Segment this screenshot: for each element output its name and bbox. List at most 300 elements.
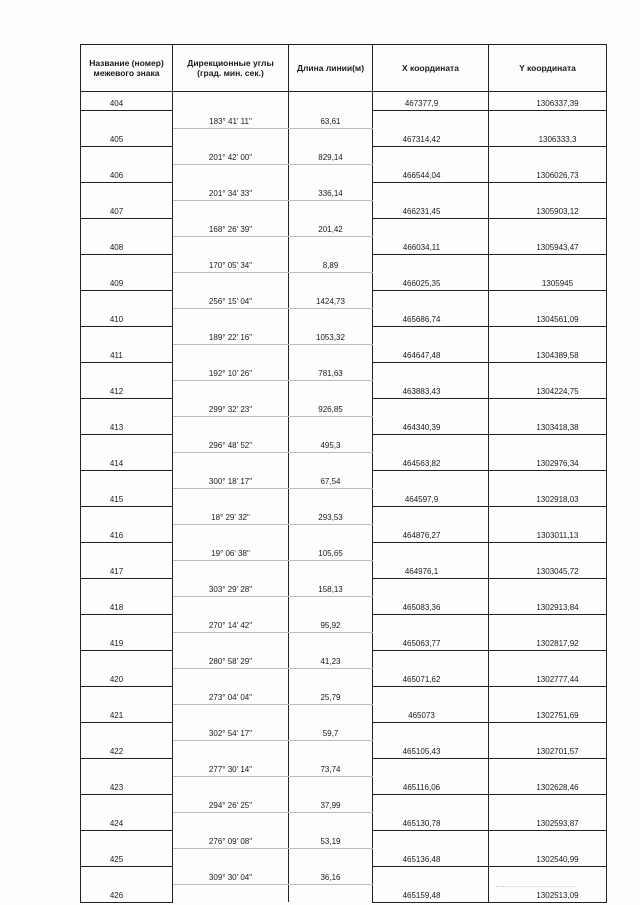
y-coordinate-cell <box>489 362 607 380</box>
segment-row <box>81 362 607 380</box>
line-length-cell <box>289 794 373 812</box>
point-row <box>81 740 607 758</box>
x-coordinate-cell <box>373 542 489 560</box>
table-header-row <box>81 45 607 92</box>
direction-angle-cell-text: 170° 05' 34" <box>208 260 253 270</box>
line-length-cell-text: 336,14 <box>318 188 343 198</box>
point-name-cell <box>81 524 173 542</box>
direction-angle-cell-text: 168° 26' 39" <box>208 224 253 234</box>
header-direction-angle: Дирекционные углы (град. мин. сек.) <box>173 45 289 92</box>
point-name-cell-text: 421 <box>109 710 124 720</box>
point-name-cell <box>81 776 173 794</box>
direction-angle-cell <box>173 614 289 632</box>
y-coordinate-cell-text: 1302751,69 <box>536 710 579 720</box>
point-row <box>81 524 607 542</box>
point-name-cell <box>81 812 173 830</box>
x-coordinate-cell <box>373 290 489 308</box>
line-length-cell <box>289 434 373 452</box>
x-coordinate-cell-text: 465130,78 <box>402 818 441 828</box>
length-cell <box>289 344 373 362</box>
length-cell <box>289 128 373 146</box>
point-row <box>81 668 607 686</box>
line-length-cell <box>289 182 373 200</box>
line-length-cell <box>289 578 373 596</box>
point-row <box>81 812 607 830</box>
length-cell <box>289 380 373 398</box>
x-coordinate-cell-text: 464563,82 <box>402 458 441 468</box>
x-coordinate-cell-text: 466025,35 <box>402 278 441 288</box>
line-length-cell-text: 926,85 <box>318 404 343 414</box>
line-length-cell <box>289 146 373 164</box>
point-row <box>81 308 607 326</box>
x-coordinate-cell-text: 466231,45 <box>402 206 441 216</box>
direction-angle-cell <box>173 290 289 308</box>
y-coordinate-cell <box>489 110 607 128</box>
line-length-cell-text: 67,54 <box>320 476 341 486</box>
length-cell <box>289 524 373 542</box>
segment-row <box>81 686 607 704</box>
angle-cell <box>173 740 289 758</box>
y-coordinate-cell <box>489 506 607 524</box>
segment-row <box>81 578 607 596</box>
x-coordinate-cell <box>373 758 489 776</box>
x-coordinate-cell <box>373 632 489 650</box>
angle-cell <box>173 344 289 362</box>
point-name-cell-text: 416 <box>109 530 124 540</box>
direction-angle-cell <box>173 506 289 524</box>
y-coordinate-cell-text: 1305943,47 <box>536 242 579 252</box>
direction-angle-cell-text: 302° 54' 17" <box>208 728 253 738</box>
angle-cell <box>173 524 289 542</box>
y-coordinate-cell <box>489 92 607 111</box>
direction-angle-cell <box>173 362 289 380</box>
point-row <box>81 236 607 254</box>
table-body <box>81 92 607 903</box>
x-coordinate-cell <box>373 218 489 236</box>
point-name-cell <box>81 92 173 111</box>
x-coordinate-cell <box>373 236 489 254</box>
point-row <box>81 596 607 614</box>
segment-row <box>81 542 607 560</box>
y-coordinate-cell <box>489 848 607 866</box>
point-name-cell-text: 423 <box>109 782 124 792</box>
angle-cell <box>173 200 289 218</box>
x-coordinate-cell <box>373 164 489 182</box>
segment-row <box>81 290 607 308</box>
point-row <box>81 632 607 650</box>
length-cell <box>289 308 373 326</box>
direction-angle-cell-text: 183° 41' 11" <box>209 116 252 126</box>
x-coordinate-cell-text: 465083,36 <box>402 602 441 612</box>
point-name-cell-text: 414 <box>109 458 124 468</box>
point-name-cell <box>81 560 173 578</box>
y-coordinate-cell-text: 1302540,99 <box>536 854 579 864</box>
y-coordinate-cell-text: 1306337,39 <box>536 98 579 108</box>
point-name-cell-text: 422 <box>109 746 124 756</box>
x-coordinate-cell-text: 465116,06 <box>402 782 441 792</box>
segment-row <box>81 182 607 200</box>
point-row <box>81 92 607 111</box>
direction-angle-cell <box>173 326 289 344</box>
point-name-cell <box>81 398 173 416</box>
x-coordinate-cell <box>373 128 489 146</box>
angle-cell <box>173 164 289 182</box>
y-coordinate-cell-text: 1302817,92 <box>536 638 579 648</box>
segment-row <box>81 254 607 272</box>
x-coordinate-cell <box>373 668 489 686</box>
line-length-cell <box>289 398 373 416</box>
point-name-cell <box>81 200 173 218</box>
x-coordinate-cell-text: 467377,9 <box>404 98 439 108</box>
direction-angle-cell <box>173 218 289 236</box>
x-coordinate-cell <box>373 434 489 452</box>
line-length-cell-text: 1053,32 <box>316 332 345 342</box>
segment-row <box>81 434 607 452</box>
segment-row <box>81 218 607 236</box>
point-name-cell <box>81 344 173 362</box>
y-coordinate-cell-text: 1306333,3 <box>538 134 577 144</box>
point-name-cell <box>81 866 173 884</box>
direction-angle-cell <box>173 578 289 596</box>
point-name-cell-text: 412 <box>109 386 124 396</box>
point-name-cell-text: 405 <box>109 134 124 144</box>
line-length-cell-text: 105,65 <box>318 548 343 558</box>
point-row <box>81 200 607 218</box>
length-cell <box>289 488 373 506</box>
y-coordinate-cell <box>489 272 607 290</box>
point-name-cell-text: 415 <box>109 494 124 504</box>
x-coordinate-cell <box>373 254 489 272</box>
point-name-cell <box>81 722 173 740</box>
direction-angle-cell <box>173 866 289 884</box>
line-length-cell <box>289 722 373 740</box>
x-coordinate-cell <box>373 848 489 866</box>
point-row <box>81 848 607 866</box>
y-coordinate-cell <box>489 146 607 164</box>
direction-angle-cell-text: 303° 29' 28" <box>208 584 253 594</box>
line-length-cell <box>289 830 373 848</box>
line-length-cell <box>289 650 373 668</box>
x-coordinate-cell <box>373 686 489 704</box>
y-coordinate-cell <box>489 218 607 236</box>
point-name-cell <box>81 308 173 326</box>
y-coordinate-cell-text: 1303011,13 <box>536 530 579 540</box>
x-coordinate-cell <box>373 578 489 596</box>
length-cell <box>289 416 373 434</box>
point-row <box>81 776 607 794</box>
direction-angle-cell-text: 280° 58' 29" <box>208 656 253 666</box>
segment-row <box>81 146 607 164</box>
point-name-cell <box>81 182 173 200</box>
x-coordinate-cell <box>373 704 489 722</box>
line-length-cell <box>289 614 373 632</box>
direction-angle-cell-text: 277° 30' 14" <box>208 764 253 774</box>
segment-row <box>81 758 607 776</box>
x-coordinate-cell-text: 464647,48 <box>402 350 441 360</box>
y-coordinate-cell <box>489 776 607 794</box>
length-cell <box>289 164 373 182</box>
angle-cell <box>173 452 289 470</box>
point-name-cell-text: 409 <box>109 278 124 288</box>
x-coordinate-cell-text: 464876,27 <box>402 530 441 540</box>
point-name-cell <box>81 488 173 506</box>
angle-cell <box>173 632 289 650</box>
y-coordinate-cell <box>489 542 607 560</box>
header-x-coordinate: X координата <box>373 45 489 92</box>
angle-cell <box>173 884 289 902</box>
point-name-cell <box>81 668 173 686</box>
y-coordinate-cell <box>489 758 607 776</box>
y-coordinate-cell <box>489 182 607 200</box>
x-coordinate-cell-text: 465159,48 <box>402 890 441 900</box>
y-coordinate-cell <box>489 740 607 758</box>
direction-angle-cell <box>173 722 289 740</box>
line-length-cell-text: 37,99 <box>320 800 341 810</box>
direction-angle-cell <box>173 470 289 488</box>
point-name-cell-text: 413 <box>109 422 124 432</box>
length-cell <box>289 200 373 218</box>
point-name-cell-text: 425 <box>109 854 124 864</box>
direction-angle-cell <box>173 182 289 200</box>
point-name-cell-text: 411 <box>110 350 123 360</box>
point-name-cell <box>81 830 173 848</box>
point-name-cell <box>81 506 173 524</box>
x-coordinate-cell <box>373 560 489 578</box>
segment-row <box>81 722 607 740</box>
point-name-cell-text: 407 <box>109 206 124 216</box>
y-coordinate-cell <box>489 488 607 506</box>
y-coordinate-cell <box>489 290 607 308</box>
angle-cell <box>173 812 289 830</box>
boundary-points-table <box>80 44 607 903</box>
x-coordinate-cell <box>373 182 489 200</box>
point-row <box>81 164 607 182</box>
line-length-cell <box>289 290 373 308</box>
point-name-cell <box>81 434 173 452</box>
y-coordinate-cell <box>489 128 607 146</box>
direction-angle-cell-text: 192° 10' 26" <box>208 368 253 378</box>
line-length-cell <box>289 110 373 128</box>
line-length-cell <box>289 758 373 776</box>
x-coordinate-cell-text: 463883,43 <box>402 386 441 396</box>
point-row <box>81 704 607 722</box>
y-coordinate-cell-text: 1302918,03 <box>536 494 579 504</box>
length-cell <box>289 560 373 578</box>
direction-angle-cell-text: 294° 26' 25" <box>208 800 253 810</box>
x-coordinate-cell <box>373 776 489 794</box>
x-coordinate-cell <box>373 272 489 290</box>
header-line-length: Длина линии(м) <box>289 45 373 92</box>
x-coordinate-cell <box>373 524 489 542</box>
y-coordinate-cell-text: 1302777,44 <box>536 674 579 684</box>
direction-angle-cell-text: 18° 29' 32" <box>211 512 250 522</box>
point-name-cell <box>81 542 173 560</box>
length-cell <box>289 884 373 902</box>
line-length-cell <box>289 362 373 380</box>
angle-cell <box>173 560 289 578</box>
y-coordinate-cell <box>489 668 607 686</box>
point-row <box>81 128 607 146</box>
segment-row <box>81 830 607 848</box>
x-coordinate-cell-text: 464597,9 <box>404 494 439 504</box>
point-name-cell <box>81 704 173 722</box>
y-coordinate-cell-text: 1304561,09 <box>536 314 579 324</box>
x-coordinate-cell <box>373 866 489 884</box>
angle-cell <box>173 128 289 146</box>
direction-angle-cell-text: 201° 42' 00" <box>208 152 253 162</box>
point-name-cell <box>81 236 173 254</box>
x-coordinate-cell <box>373 110 489 128</box>
point-name-cell <box>81 578 173 596</box>
angle-cell <box>173 848 289 866</box>
y-coordinate-cell-text: 1302976,34 <box>536 458 579 468</box>
y-coordinate-cell-text: 1302513,09 <box>536 890 579 900</box>
x-coordinate-cell <box>373 452 489 470</box>
segment-row <box>81 326 607 344</box>
direction-angle-cell-text: 276° 09' 08" <box>208 836 253 846</box>
line-length-cell <box>289 866 373 884</box>
length-cell <box>289 668 373 686</box>
line-length-cell <box>289 218 373 236</box>
point-name-cell <box>81 254 173 272</box>
x-coordinate-cell-text: 467314,42 <box>402 134 441 144</box>
line-length-cell-text: 781,63 <box>318 368 343 378</box>
point-name-cell <box>81 758 173 776</box>
segment-row <box>81 398 607 416</box>
y-coordinate-cell <box>489 434 607 452</box>
point-name-cell <box>81 614 173 632</box>
x-coordinate-cell-text: 465071,62 <box>402 674 441 684</box>
line-length-cell-text: 25,79 <box>320 692 341 702</box>
line-length-cell <box>289 686 373 704</box>
direction-angle-cell-text: 296° 48' 52" <box>208 440 253 450</box>
point-name-cell-text: 417 <box>109 566 124 576</box>
angle-cell <box>173 668 289 686</box>
segment-row <box>81 506 607 524</box>
point-name-cell <box>81 218 173 236</box>
direction-angle-cell-text: 273° 04' 04" <box>208 692 253 702</box>
length-cell <box>289 92 373 111</box>
line-length-cell-text: 293,53 <box>318 512 343 522</box>
y-coordinate-cell-text: 1304224,75 <box>536 386 579 396</box>
angle-cell <box>173 380 289 398</box>
point-name-cell <box>81 794 173 812</box>
x-coordinate-cell <box>373 362 489 380</box>
x-coordinate-cell <box>373 650 489 668</box>
angle-cell <box>173 272 289 290</box>
point-name-cell-text: 424 <box>109 818 124 828</box>
line-length-cell-text: 53,19 <box>320 836 341 846</box>
point-name-cell <box>81 326 173 344</box>
y-coordinate-cell <box>489 254 607 272</box>
x-coordinate-cell-text: 465063,77 <box>402 638 441 648</box>
angle-cell <box>173 596 289 614</box>
direction-angle-cell-text: 256° 15' 04" <box>208 296 253 306</box>
y-coordinate-cell <box>489 236 607 254</box>
point-name-cell <box>81 740 173 758</box>
y-coordinate-cell <box>489 686 607 704</box>
angle-cell <box>173 236 289 254</box>
x-coordinate-cell <box>373 596 489 614</box>
length-cell <box>289 272 373 290</box>
direction-angle-cell-text: 189° 22' 16" <box>208 332 253 342</box>
point-name-cell <box>81 362 173 380</box>
x-coordinate-cell <box>373 398 489 416</box>
direction-angle-cell <box>173 434 289 452</box>
point-name-cell <box>81 596 173 614</box>
y-coordinate-cell-text: 1302913,84 <box>536 602 579 612</box>
x-coordinate-cell-text: 464976,1 <box>404 566 439 576</box>
x-coordinate-cell <box>373 344 489 362</box>
direction-angle-cell <box>173 830 289 848</box>
x-coordinate-cell <box>373 200 489 218</box>
y-coordinate-cell <box>489 632 607 650</box>
length-cell <box>289 740 373 758</box>
y-coordinate-cell <box>489 812 607 830</box>
y-coordinate-cell <box>489 470 607 488</box>
line-length-cell-text: 495,3 <box>320 440 341 450</box>
point-name-cell-text: 418 <box>109 602 124 612</box>
y-coordinate-cell-text: 1303045,72 <box>536 566 579 576</box>
x-coordinate-cell <box>373 92 489 111</box>
point-name-cell <box>81 650 173 668</box>
x-coordinate-cell-text: 465073 <box>408 710 435 720</box>
point-name-cell-text: 419 <box>109 638 124 648</box>
x-coordinate-cell-text: 466034,11 <box>402 242 441 252</box>
point-name-cell <box>81 146 173 164</box>
point-name-cell <box>81 632 173 650</box>
x-coordinate-cell-text: 464340,39 <box>402 422 441 432</box>
direction-angle-cell-text: 309° 30' 04" <box>208 872 253 882</box>
y-coordinate-cell-text: 1302701,57 <box>536 746 579 756</box>
y-coordinate-cell <box>489 704 607 722</box>
y-coordinate-cell <box>489 308 607 326</box>
segment-row <box>81 650 607 668</box>
y-coordinate-cell <box>489 830 607 848</box>
point-row <box>81 560 607 578</box>
point-row <box>81 344 607 362</box>
faint-footer-mark <box>496 880 576 887</box>
point-name-cell-text: 408 <box>109 242 124 252</box>
y-coordinate-cell <box>489 722 607 740</box>
point-name-cell <box>81 128 173 146</box>
y-coordinate-cell-text: 1305945 <box>541 278 574 288</box>
point-name-cell <box>81 686 173 704</box>
length-cell <box>289 776 373 794</box>
x-coordinate-cell-text: 465105,43 <box>402 746 441 756</box>
direction-angle-cell <box>173 110 289 128</box>
length-cell <box>289 236 373 254</box>
point-name-cell-text: 404 <box>109 98 124 108</box>
line-length-cell-text: 829,14 <box>318 152 343 162</box>
line-length-cell <box>289 326 373 344</box>
line-length-cell-text: 1424,73 <box>316 296 345 306</box>
direction-angle-cell-text: 300° 18' 17" <box>208 476 253 486</box>
line-length-cell-text: 8,89 <box>322 260 339 270</box>
x-coordinate-cell <box>373 416 489 434</box>
point-name-cell <box>81 164 173 182</box>
line-length-cell-text: 36,16 <box>320 872 341 882</box>
point-name-cell-text: 410 <box>109 314 124 324</box>
angle-cell <box>173 308 289 326</box>
point-name-cell <box>81 380 173 398</box>
y-coordinate-cell <box>489 578 607 596</box>
angle-cell <box>173 776 289 794</box>
point-name-cell <box>81 416 173 434</box>
direction-angle-cell <box>173 794 289 812</box>
x-coordinate-cell <box>373 722 489 740</box>
point-name-cell-text: 406 <box>109 170 124 180</box>
